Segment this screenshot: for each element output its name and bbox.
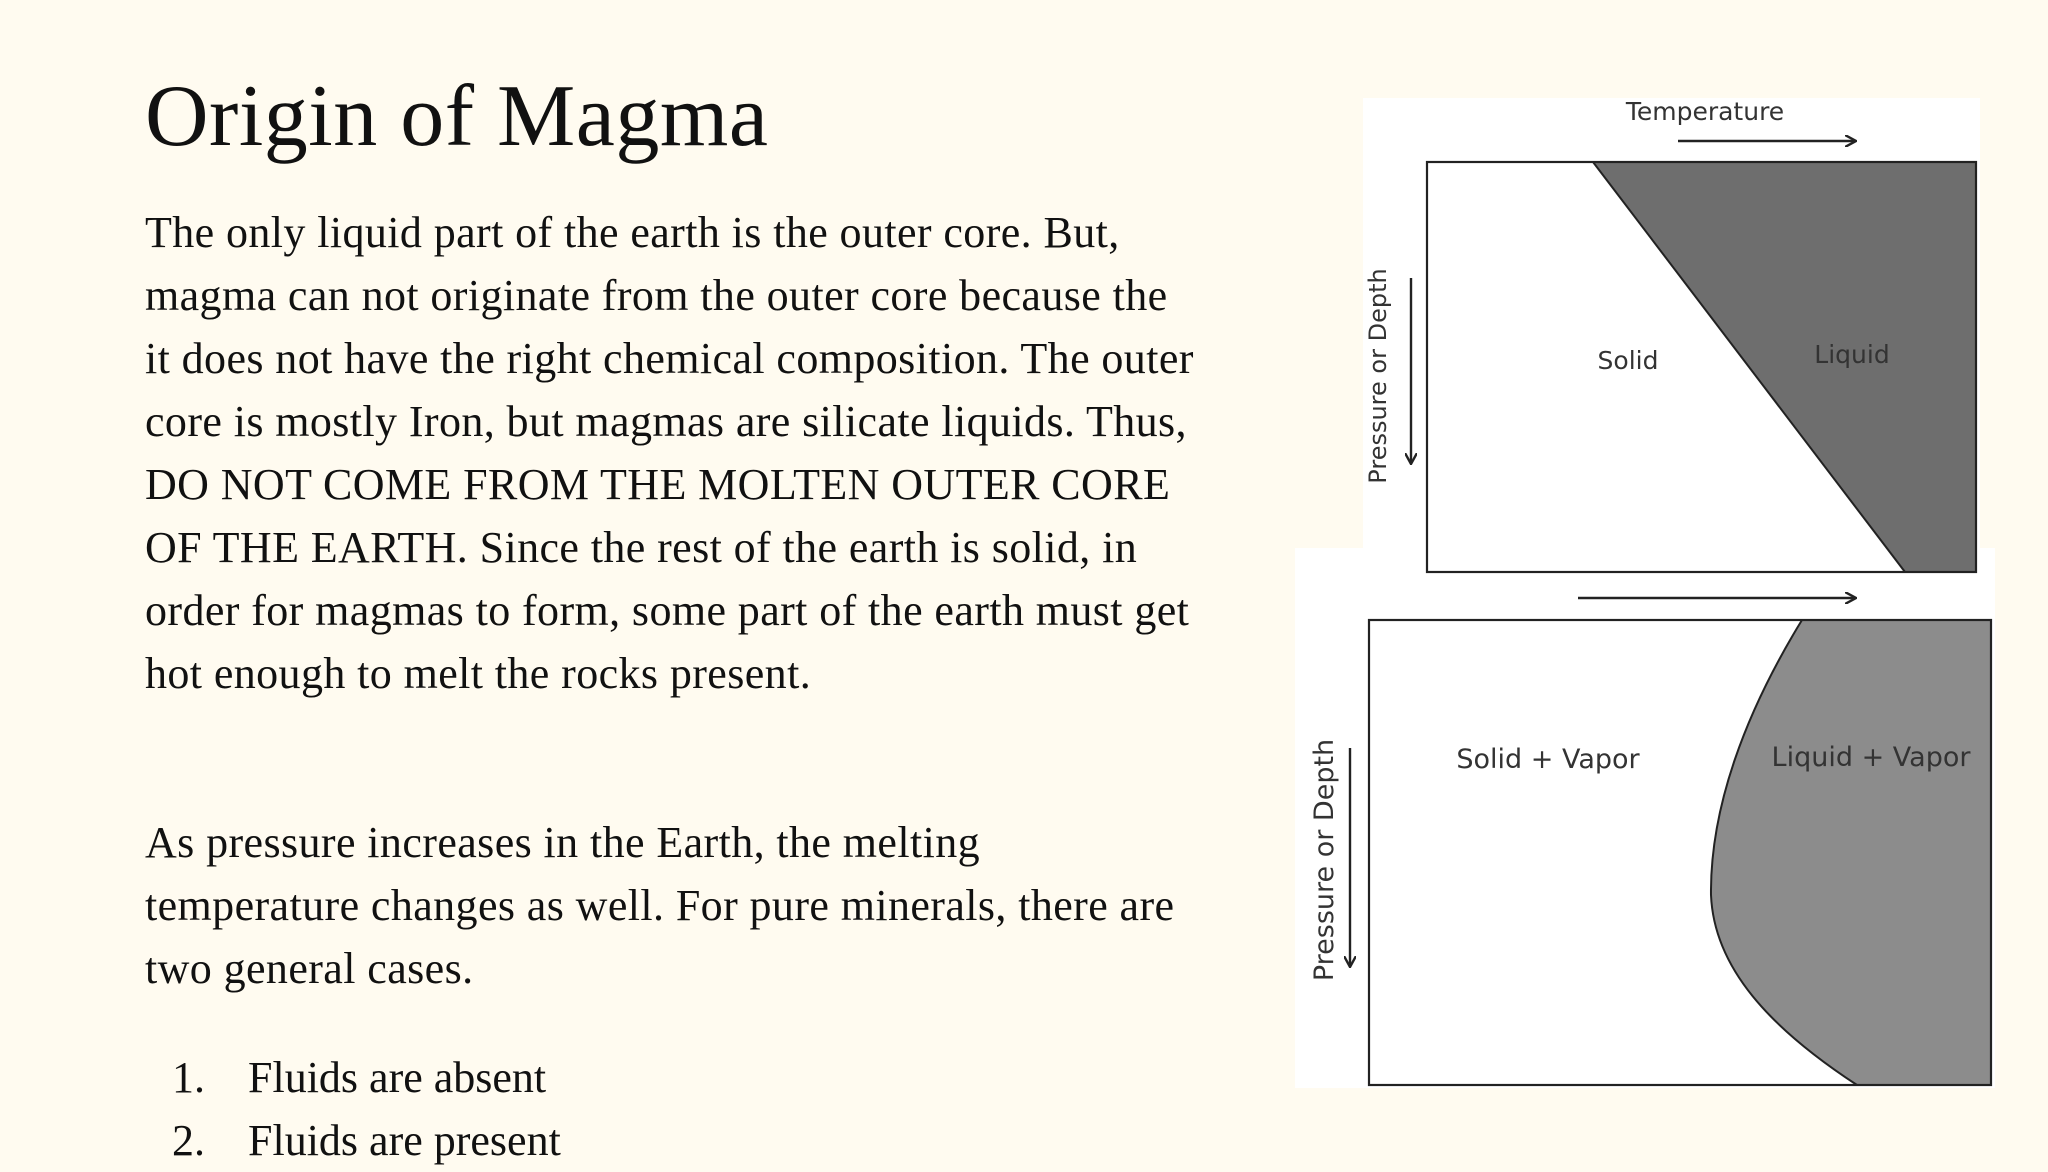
list-item-text: Fluids are present (248, 1116, 561, 1165)
bottom-y-axis-label: Pressure or Depth (1309, 738, 1340, 982)
phase-diagrams-svg (1290, 98, 2000, 1093)
bottom-liquid-vapor-label: Liquid + Vapor (1771, 742, 1971, 773)
list-item (172, 1109, 561, 1172)
paragraph-pressure: As pressure increases in the Earth, the melting temperature changes as well. For pure minerals, there are two general cases. (145, 818, 1175, 993)
list-item-text: Fluids are absent (248, 1053, 547, 1102)
list-item-number: 1. (172, 1053, 205, 1102)
slide-title: Origin of Magma (145, 68, 769, 165)
phase-diagrams (1290, 98, 2000, 1093)
top-y-axis-label: Pressure or Depth (1364, 268, 1392, 484)
top-x-axis-label: Temperature (1625, 98, 1785, 126)
list-item (172, 1046, 561, 1109)
paragraph-outer-core: The only liquid part of the earth is the outer core. But, magma can not originate from the outer core because the it does not have the right chemical composition. The outer core is mostly Iron, but magmas are silicate liquids. Thus, DO NOT COME FROM THE MOLTEN OUTER CORE OF THE EARTH. Since the rest of the earth is solid, in order for magmas to form, some part of the earth must get hot enough to melt the rocks present. (145, 208, 1194, 698)
list-item-number: 2. (172, 1116, 205, 1165)
cases-list (172, 1046, 561, 1172)
top-solid-label: Solid (1597, 346, 1659, 375)
top-liquid-label: Liquid (1814, 340, 1890, 369)
bottom-solid-vapor-label: Solid + Vapor (1456, 744, 1640, 775)
